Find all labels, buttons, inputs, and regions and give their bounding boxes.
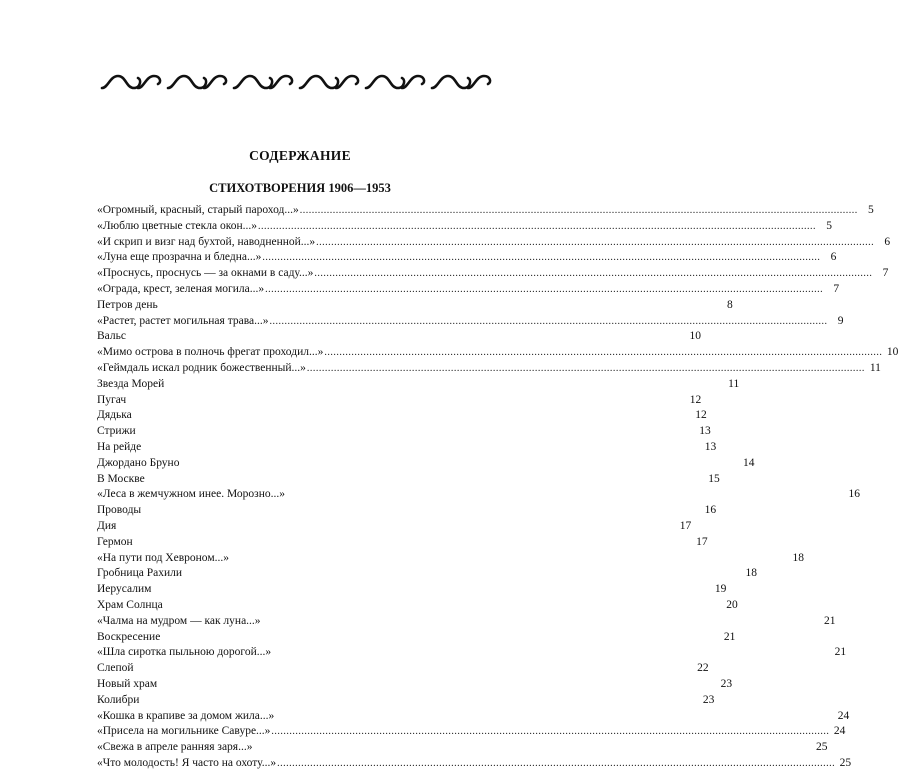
toc-page-number: 5 [868,204,874,216]
toc-entry-title: Вальс [97,330,126,343]
toc-page-number: 23 [702,693,715,706]
toc-entry [97,740,828,756]
toc-entry [97,377,740,393]
toc-entry-title: «Люблю цветные стекла окон...» [97,219,257,232]
toc-page-number: 17 [679,519,692,532]
toc-entry-title: Проводы [97,504,142,517]
toc-entry-title: Слепой [97,662,134,675]
toc-entry [97,724,846,740]
decorative-ornament-icon [98,68,498,96]
ornament-swirl [300,76,358,88]
toc-entry [97,345,898,361]
toc-page-number: 16 [848,488,861,501]
toc-entry [97,329,701,345]
toc-entry-title: «Что молодость! Я часто на охоту...» [97,756,277,769]
toc-entry-title: «И скрип и визг над бухтой, наводненной...» [97,235,316,248]
toc-leader [316,235,874,251]
toc-entry [97,661,709,677]
toc-entry-title: «Огромный, красный, старый пароход...» [97,204,299,216]
toc-entry [97,314,844,330]
toc-page-number: 11 [728,377,740,390]
ornament-swirl [102,76,160,88]
toc-entry-title: «Геймдаль искал родник божественный...» [97,361,306,374]
toc-entry [97,408,707,424]
toc-page-number: 9 [837,314,844,327]
toc-entry [97,472,720,488]
toc-entry-title: «Свежа в апреле ранняя заря...» [97,741,253,754]
toc-entry-title: «Шла сиротка пыльною дорогой...» [97,646,272,659]
toc-entry-title: Воскресение [97,630,161,643]
toc-entry [97,203,874,219]
toc-entry-title: Дия [97,519,117,532]
toc-page-number: 22 [697,662,709,675]
toc-entry [97,456,755,472]
toc-entry-title: «Проснусь, проснусь — за окнами в саду...» [97,267,314,280]
toc-entry [97,519,692,535]
toc-page-number: 12 [689,393,702,406]
toc-page-number: 8 [726,298,733,311]
toc-entry-title: На рейде [97,440,142,453]
toc-page-number: 15 [708,472,720,485]
toc-entry-title: Джордано Бруно [97,456,180,469]
page-title: СОДЕРЖАНИЕ [249,148,351,163]
toc-entry [97,598,738,614]
toc-entry-title: Звезда Морей [97,377,165,390]
toc-entry [97,709,850,725]
toc-page-number: 24 [833,725,846,738]
toc-entry [97,677,733,693]
ornament-swirl [366,76,424,88]
toc-page-number: 23 [720,677,733,690]
toc-page-number: 11 [869,361,881,374]
toc-entry [97,282,840,298]
toc-entry [97,535,708,551]
table-of-contents [97,203,898,772]
toc-entry-title: Новый храм [97,677,158,690]
section-heading: СТИХОТВОРЕНИЯ 1906—1953 [209,181,391,195]
toc-entry [97,424,711,440]
toc-page-number: 12 [695,409,707,422]
toc-entry-title: «Мимо острова в полночь фрегат проходил...» [97,346,324,359]
toc-entry-title: Гермон [97,535,133,548]
toc-leader [262,250,820,266]
ornament-swirl [168,76,226,88]
toc-page-number: 25 [839,756,852,769]
toc-entry-title: Дядька [97,409,132,422]
toc-entry [97,614,836,630]
toc-leader [269,314,827,330]
toc-entry [97,503,717,519]
toc-entry [97,645,847,661]
ornament-swirl [234,76,292,88]
toc-entry-title: Пугач [97,393,127,406]
toc-page-number: 25 [815,741,828,754]
toc-entry-title: В Москве [97,472,145,485]
toc-entry-title: Иерусалим [97,583,152,596]
toc-entry-title: «Луна еще прозрачна и бледна...» [97,251,262,264]
toc-page-number: 24 [837,709,850,722]
toc-entry [97,566,758,582]
toc-entry-title: Петров день [97,298,158,311]
toc-leader [258,219,816,235]
toc-page-number: 5 [826,219,832,232]
toc-entry-title: «Ограда, крест, зеленая могила...» [97,282,265,295]
toc-leader [265,282,823,298]
ornament-swirl [432,76,490,88]
toc-page-number: 20 [726,598,738,611]
toc-entry [97,630,736,646]
toc-entry [97,235,891,251]
toc-page-number: 18 [792,551,804,564]
toc-entry-title: Гробница Рахили [97,567,183,580]
toc-entry-title: Стрижи [97,425,136,438]
toc-page-number: 7 [833,282,840,295]
toc-page-number: 13 [704,440,717,453]
toc-page-number: 14 [742,456,755,469]
toc-entry-title: «Растет, растет могильная трава...» [97,314,269,327]
toc-entry-title: Колибри [97,693,140,706]
toc-page-number: 17 [696,535,708,548]
toc-entry [97,250,837,266]
toc-entry-title: «Кошка в крапиве за домом жила...» [97,709,275,722]
toc-page-number: 18 [745,567,758,580]
toc-leader [307,361,865,377]
toc-entry [97,551,804,567]
toc-entry [97,266,889,282]
toc-page-number: 10 [886,346,898,359]
toc-entry [97,393,702,409]
toc-entry [97,487,861,503]
toc-entry [97,361,881,377]
toc-page-number: 21 [723,630,736,643]
toc-entry-title: «На пути под Хевроном...» [97,551,229,564]
toc-entry [97,298,733,314]
toc-entry [97,440,717,456]
toc-entry [97,756,852,772]
toc-leader [324,345,882,361]
toc-entry-title: «Присела на могильнике Савуре...» [97,725,271,738]
toc-leader [300,203,858,219]
toc-entry-title: Храм Солнца [97,598,163,611]
toc-page-number: 13 [699,425,711,438]
toc-entry-title: «Чалма на мудром — как луна...» [97,614,261,627]
toc-entry [97,693,715,709]
toc-leader [271,724,829,740]
toc-page-number: 10 [689,330,701,343]
toc-entry [97,582,727,598]
toc-leader [277,756,835,772]
toc-page-number: 6 [884,235,891,248]
toc-page-number: 7 [882,267,889,280]
toc-page-number: 6 [830,251,837,264]
toc-entry [97,219,832,235]
toc-page-number: 16 [704,504,717,517]
toc-page-number: 21 [834,646,847,659]
toc-page-number: 21 [824,614,836,627]
toc-entry-title: «Леса в жемчужном инее. Морозно...» [97,488,286,501]
toc-leader [314,266,872,282]
toc-page-number: 19 [714,583,727,596]
